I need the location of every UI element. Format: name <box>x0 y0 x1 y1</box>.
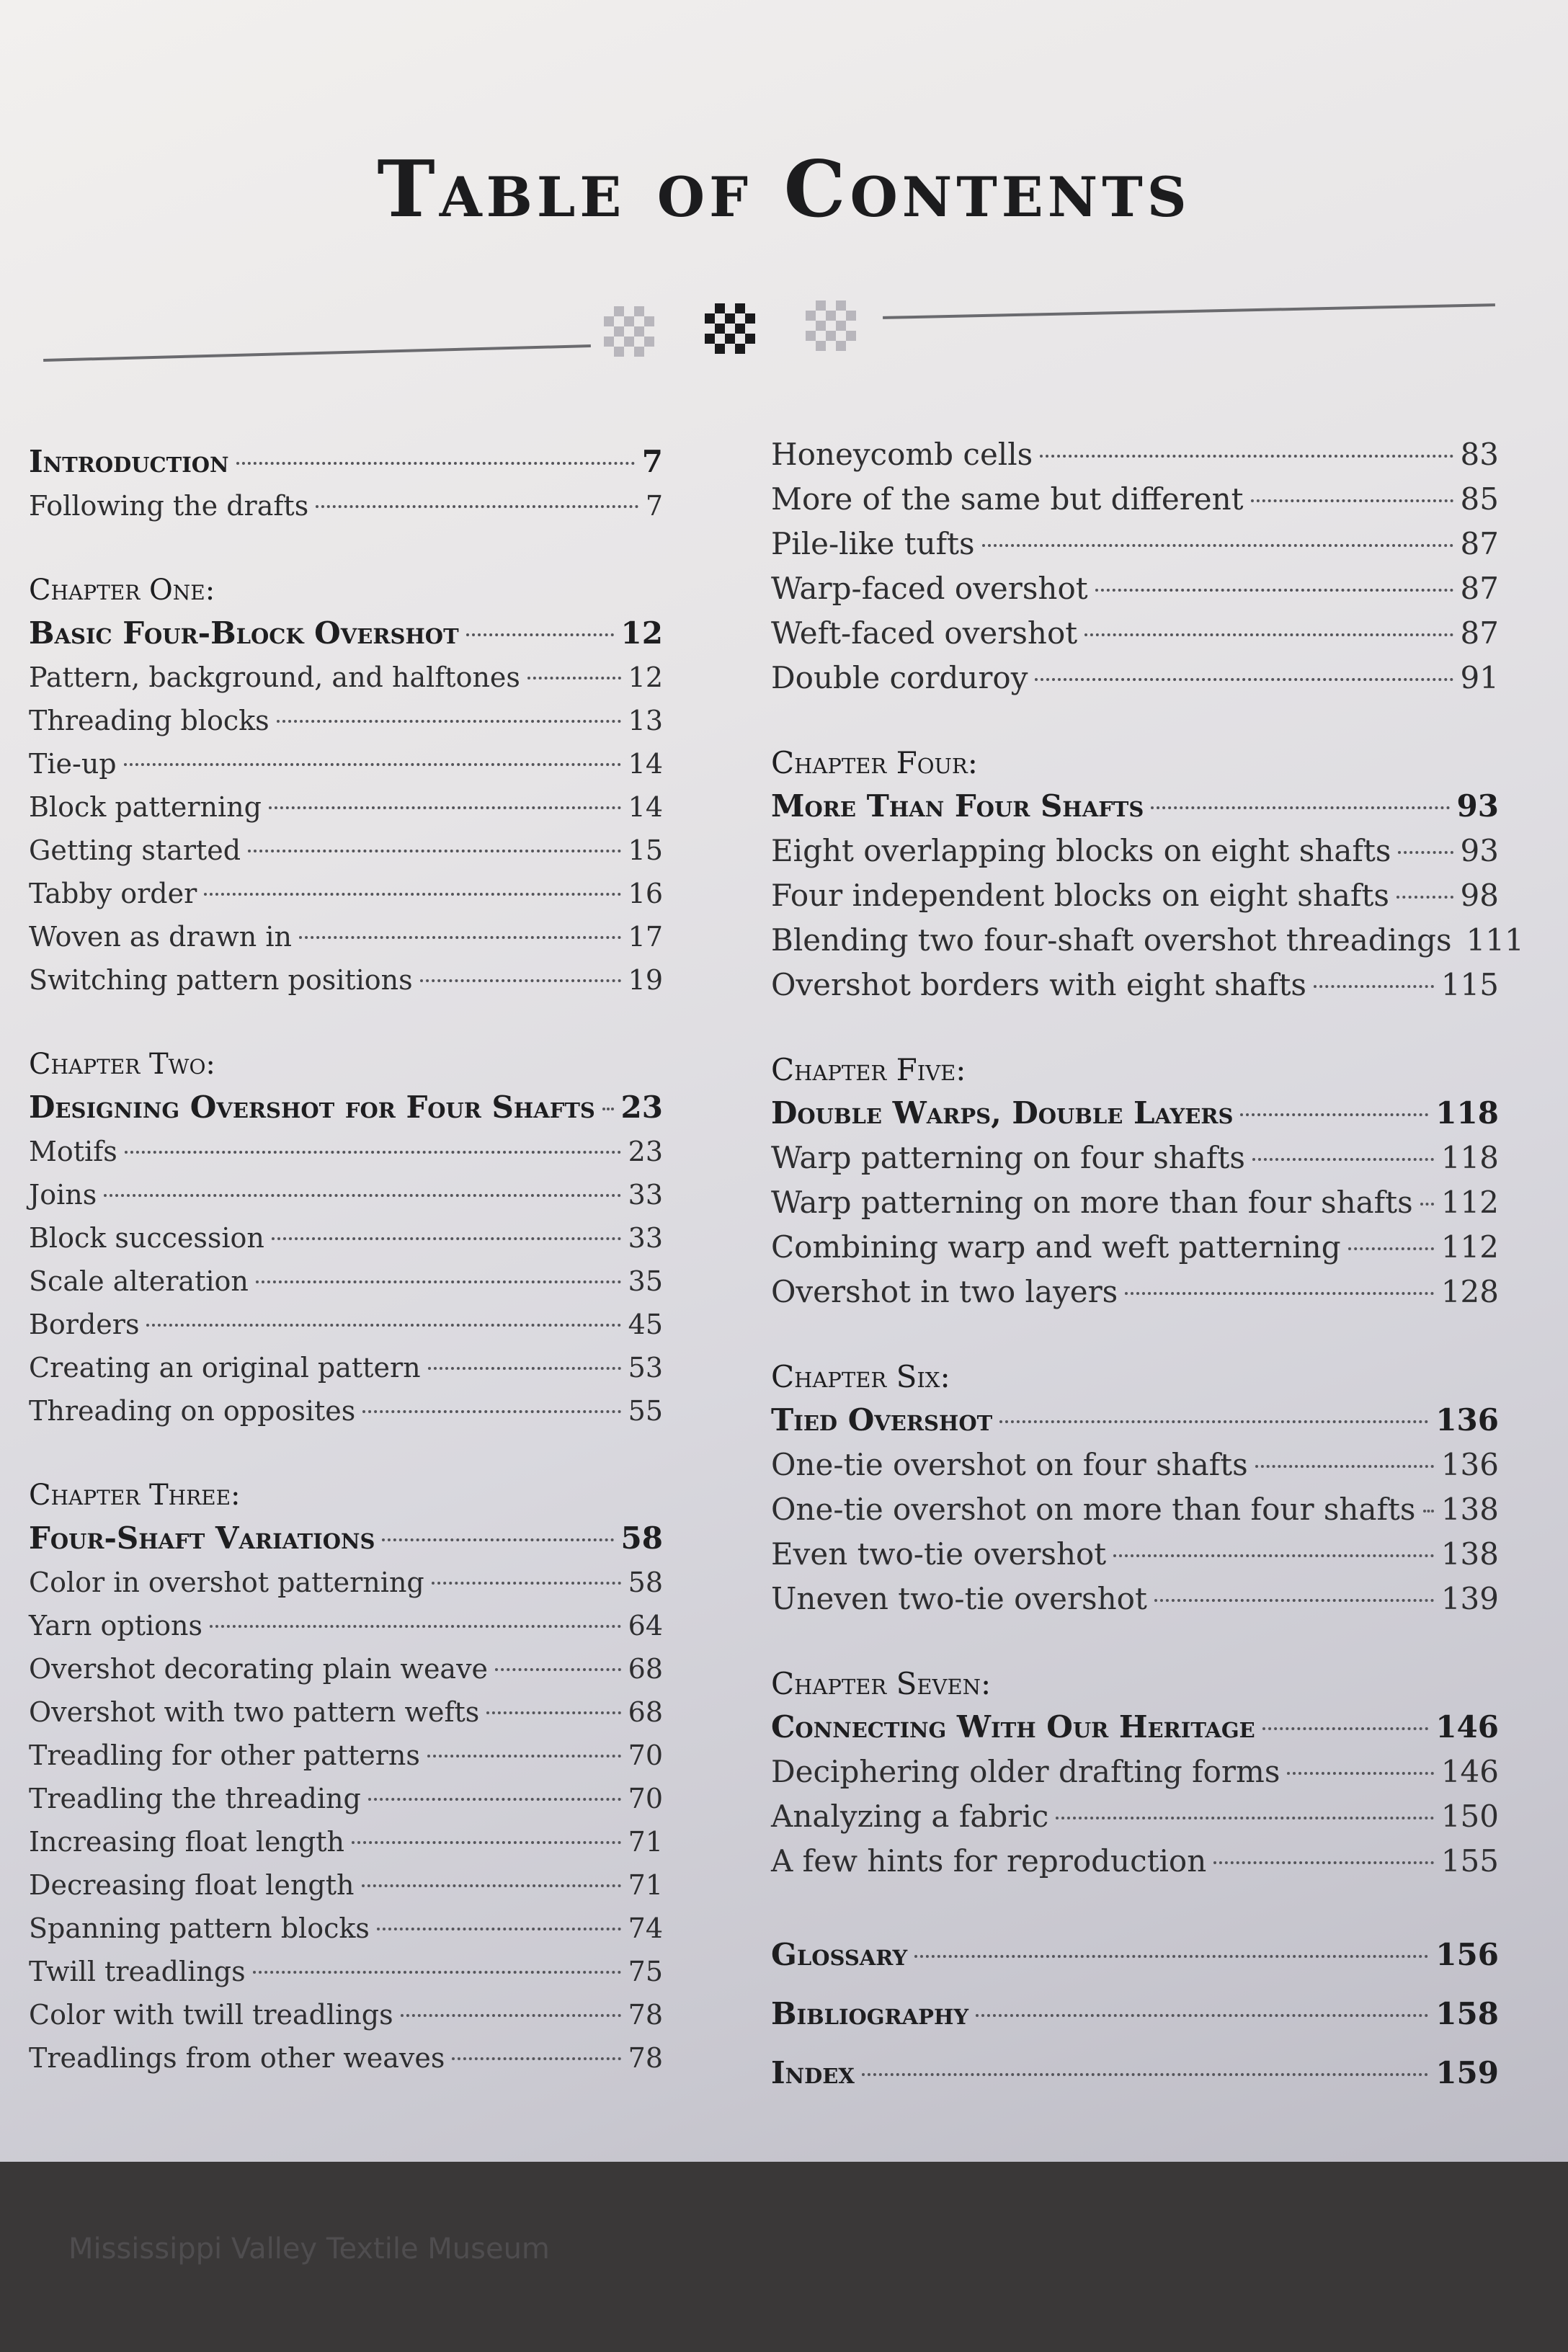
toc-entry-label: Warp-faced overshot <box>771 571 1088 606</box>
toc-entry[interactable] <box>771 1577 1499 1621</box>
dot-leader <box>486 1711 620 1714</box>
dot-leader <box>1151 806 1449 809</box>
toc-entry[interactable] <box>771 1794 1499 1839</box>
dot-leader <box>316 505 638 508</box>
toc-entry[interactable] <box>29 1993 663 2036</box>
dot-leader <box>1113 1554 1434 1557</box>
chapter-title-entry-label: More Than Four Shafts <box>771 788 1144 824</box>
dot-leader <box>999 1420 1428 1423</box>
dot-leader <box>236 462 635 465</box>
toc-entry-page-number: 75 <box>628 1956 663 1987</box>
toc-entry-label: Pattern, background, and halftones <box>29 662 520 693</box>
toc-entry[interactable] <box>29 1734 663 1777</box>
section-heading-entry-label: Introduction <box>29 444 229 479</box>
toc-entry-page-number: 136 <box>1440 1447 1499 1482</box>
dot-leader <box>982 544 1453 547</box>
toc-entry-page-number: 85 <box>1460 481 1499 517</box>
dot-leader <box>248 850 621 852</box>
dot-leader <box>420 979 621 982</box>
toc-entry-label: More of the same but different <box>771 481 1244 517</box>
toc-entry-page-number: 55 <box>628 1395 663 1427</box>
dot-leader <box>253 1971 621 1974</box>
chapter-title-entry[interactable] <box>771 784 1499 829</box>
toc-entry-page-number: 13 <box>628 705 663 736</box>
toc-entry[interactable] <box>29 1216 663 1260</box>
toc-entry-label: One-tie overshot on four shafts <box>771 1447 1248 1482</box>
dot-leader <box>1396 896 1453 899</box>
toc-section <box>771 1049 1499 1314</box>
toc-entry-label: Spanning pattern blocks <box>29 1912 370 1944</box>
checkered-motif-dark-icon <box>705 303 755 354</box>
section-heading-entry[interactable] <box>771 1925 1499 1984</box>
toc-entry-page-number: 71 <box>628 1869 663 1901</box>
toc-entry[interactable] <box>29 1777 663 1820</box>
toc-entry-page-number: 87 <box>1460 615 1499 651</box>
toc-entry-page-number: 78 <box>628 2042 663 2074</box>
toc-entry[interactable] <box>771 1270 1499 1314</box>
toc-entry[interactable] <box>29 2036 663 2080</box>
chapter-title-entry[interactable] <box>29 1085 663 1130</box>
toc-entry[interactable] <box>771 656 1499 700</box>
dot-leader <box>382 1538 613 1541</box>
dot-leader <box>362 1410 620 1413</box>
dot-leader <box>602 1108 614 1110</box>
toc-entry[interactable] <box>771 566 1499 611</box>
toc-entry[interactable] <box>771 1839 1499 1884</box>
chapter-title-entry-page-number: 146 <box>1435 1709 1499 1745</box>
toc-entry-label: Overshot with two pattern wefts <box>29 1696 480 1728</box>
toc-section <box>29 1474 663 2080</box>
dot-leader <box>1348 1247 1434 1250</box>
toc-entry-label: Deciphering older drafting forms <box>771 1754 1280 1789</box>
toc-entry-page-number: 138 <box>1440 1492 1499 1527</box>
dot-leader <box>1262 1727 1429 1730</box>
dot-leader <box>277 720 621 723</box>
toc-entry[interactable] <box>29 872 663 915</box>
dot-leader <box>1240 1113 1428 1116</box>
toc-entry-page-number: 98 <box>1460 878 1499 913</box>
toc-entry[interactable] <box>29 1303 663 1346</box>
checkered-motif-light-icon <box>806 300 856 351</box>
dot-leader <box>527 677 621 680</box>
chapter-title-entry[interactable] <box>29 1516 663 1561</box>
toc-entry[interactable] <box>29 742 663 785</box>
toc-entry[interactable] <box>29 1863 663 1907</box>
dot-leader <box>299 936 621 939</box>
toc-entry-page-number: 53 <box>628 1352 663 1384</box>
toc-entry-label: Getting started <box>29 834 241 866</box>
chapter-title-entry-page-number: 58 <box>620 1520 663 1556</box>
toc-entry-label: Overshot borders with eight shafts <box>771 967 1306 1002</box>
toc-entry[interactable] <box>29 1907 663 1950</box>
toc-entry-label: Honeycomb cells <box>771 437 1033 472</box>
section-heading-entry[interactable] <box>771 1984 1499 2044</box>
toc-entry[interactable] <box>771 1443 1499 1487</box>
toc-section <box>29 440 663 527</box>
toc-entry-label: Creating an original pattern <box>29 1352 421 1384</box>
toc-entry-label: Woven as drawn in <box>29 921 292 953</box>
page-title: Table of Contents <box>377 144 1191 235</box>
dot-leader <box>862 2073 1428 2076</box>
toc-entry-page-number: 70 <box>628 1740 663 1771</box>
toc-entry[interactable] <box>29 1950 663 1993</box>
toc-entry-label: Analyzing a fabric <box>771 1799 1049 1834</box>
toc-entry-page-number: 112 <box>1440 1185 1499 1220</box>
dot-leader <box>204 893 620 896</box>
dot-leader <box>1213 1861 1434 1864</box>
toc-entry[interactable] <box>771 918 1524 963</box>
toc-entry-label: Block succession <box>29 1222 264 1254</box>
section-heading-entry-page-number: 156 <box>1435 1937 1499 1972</box>
toc-entry-page-number: 70 <box>628 1783 663 1814</box>
dot-leader <box>125 1151 621 1154</box>
chapter-title-entry[interactable] <box>771 1398 1499 1443</box>
toc-entry-label: A few hints for reproduction <box>771 1843 1207 1879</box>
dot-leader <box>352 1841 621 1844</box>
dot-leader <box>210 1625 621 1628</box>
toc-entry-page-number: 23 <box>628 1136 663 1167</box>
toc-entry[interactable] <box>29 1346 663 1389</box>
toc-entry-page-number: 68 <box>628 1696 663 1728</box>
chapter-title-entry-label: Connecting With Our Heritage <box>771 1709 1255 1745</box>
checkered-motif-light-icon <box>604 306 654 357</box>
dot-leader <box>1040 455 1453 458</box>
toc-entry[interactable] <box>29 1260 663 1303</box>
dot-leader <box>146 1324 620 1327</box>
toc-entry-page-number: 14 <box>628 748 663 780</box>
toc-entry-page-number: 150 <box>1440 1799 1499 1834</box>
dot-leader <box>1035 678 1453 681</box>
toc-section <box>771 1925 1499 2103</box>
toc-section <box>771 1356 1499 1621</box>
divider-rule-left <box>43 344 591 362</box>
toc-entry-label: Overshot in two layers <box>771 1274 1118 1309</box>
toc-entry-page-number: 14 <box>628 791 663 823</box>
chapter-title-entry-label: Basic Four-Block Overshot <box>29 615 459 651</box>
chapter-number-label: Chapter Two: <box>29 1048 215 1081</box>
toc-entry-label: Uneven two-tie overshot <box>771 1581 1147 1616</box>
toc-section <box>771 1663 1499 1884</box>
toc-entry[interactable] <box>29 785 663 829</box>
toc-entry-page-number: 139 <box>1440 1581 1499 1616</box>
toc-entry-label: Increasing float length <box>29 1826 345 1858</box>
section-heading-entry-label: Bibliography <box>771 1996 969 2031</box>
toc-entry-page-number: 68 <box>628 1653 663 1685</box>
toc-entry-label: Warp patterning on four shafts <box>771 1140 1245 1175</box>
toc-entry[interactable] <box>771 1136 1499 1180</box>
toc-entry-page-number: 78 <box>628 1999 663 2031</box>
toc-entry-page-number: 7 <box>645 490 663 522</box>
divider-rule-right <box>883 303 1495 319</box>
toc-entry[interactable] <box>771 611 1499 656</box>
dot-leader <box>1154 1599 1434 1602</box>
dot-leader <box>1056 1817 1434 1819</box>
toc-entry-label: Motifs <box>29 1136 117 1167</box>
toc-entry-page-number: 74 <box>628 1912 663 1944</box>
chapter-title-entry[interactable] <box>29 611 663 656</box>
toc-entry-page-number: 17 <box>628 921 663 953</box>
dot-leader <box>1255 1465 1434 1468</box>
toc-entry[interactable] <box>29 1173 663 1216</box>
chapter-title-entry-page-number: 12 <box>620 615 663 651</box>
dot-leader <box>104 1194 620 1197</box>
toc-entry-label: Weft-faced overshot <box>771 615 1078 651</box>
chapter-title-entry-page-number: 23 <box>620 1090 663 1125</box>
toc-entry-label: Even two-tie overshot <box>771 1536 1107 1572</box>
dot-leader <box>1084 633 1453 636</box>
toc-entry[interactable] <box>771 1487 1499 1532</box>
dot-leader <box>1251 499 1453 502</box>
dot-leader <box>495 1668 621 1671</box>
toc-entry-label: Threading blocks <box>29 705 270 736</box>
toc-entry-label: Joins <box>29 1179 97 1211</box>
toc-entry[interactable] <box>29 1820 663 1863</box>
toc-entry-label: One-tie overshot on more than four shafts <box>771 1492 1416 1527</box>
toc-entry[interactable] <box>29 1389 663 1433</box>
toc-entry-label: Threading on opposites <box>29 1395 356 1427</box>
section-heading-entry[interactable] <box>29 440 663 484</box>
dot-leader <box>452 2057 620 2060</box>
chapter-title-entry-label: Four-Shaft Variations <box>29 1520 375 1556</box>
chapter-title-entry-page-number: 136 <box>1435 1402 1499 1438</box>
toc-entry-label: Color in overshot patterning <box>29 1567 424 1598</box>
toc-entry-page-number: 58 <box>628 1567 663 1598</box>
toc-entry-label: Borders <box>29 1309 140 1340</box>
toc-entry-page-number: 33 <box>628 1179 663 1211</box>
dot-leader <box>368 1798 621 1801</box>
toc-column-right <box>771 432 1524 2144</box>
dot-leader <box>401 2014 621 2017</box>
toc-entry[interactable] <box>29 1604 663 1647</box>
toc-entry[interactable] <box>29 1690 663 1734</box>
toc-entry-label: Treadlings from other weaves <box>29 2042 445 2074</box>
toc-entry[interactable] <box>29 958 663 1002</box>
dot-leader <box>976 2014 1428 2017</box>
toc-entry-label: Color with twill treadlings <box>29 1999 393 2031</box>
chapter-title-entry-label: Designing Overshot for Four Shafts <box>29 1090 595 1125</box>
toc-entry[interactable] <box>29 699 663 742</box>
dot-leader <box>914 1955 1428 1958</box>
toc-entry[interactable] <box>29 656 663 699</box>
toc-entry[interactable] <box>771 963 1499 1007</box>
dot-leader <box>428 1367 621 1370</box>
toc-entry-page-number: 16 <box>628 878 663 909</box>
chapter-title-entry[interactable] <box>771 1705 1499 1750</box>
section-heading-entry-page-number: 158 <box>1435 1996 1499 2031</box>
chapter-number-label: Chapter Six: <box>771 1359 950 1394</box>
section-heading-entry-label: Index <box>771 2055 855 2090</box>
toc-entry[interactable] <box>29 915 663 958</box>
dot-leader <box>256 1280 621 1283</box>
toc-entry-page-number: 91 <box>1460 660 1499 695</box>
toc-entry-label: Decreasing float length <box>29 1869 355 1901</box>
toc-entry[interactable] <box>771 432 1499 477</box>
dot-leader <box>1252 1158 1434 1161</box>
toc-entry-label: Switching pattern positions <box>29 964 413 996</box>
toc-entry[interactable] <box>771 1225 1499 1270</box>
toc-section <box>29 1043 663 1433</box>
toc-entry-label: Twill treadlings <box>29 1956 246 1987</box>
toc-entry-label: Scale alteration <box>29 1265 249 1297</box>
toc-entry-label: Following the drafts <box>29 490 309 522</box>
toc-column-left <box>29 440 663 2121</box>
toc-entry[interactable] <box>29 829 663 872</box>
toc-entry-page-number: 146 <box>1440 1754 1499 1789</box>
toc-entry-label: Double corduroy <box>771 660 1028 695</box>
toc-entry-label: Overshot decorating plain weave <box>29 1653 489 1685</box>
toc-entry-label: Warp patterning on more than four shafts <box>771 1185 1413 1220</box>
toc-entry-page-number: 118 <box>1440 1140 1499 1175</box>
toc-entry-page-number: 138 <box>1440 1536 1499 1572</box>
chapter-title-entry-page-number: 118 <box>1435 1095 1499 1131</box>
chapter-number-label: Chapter One: <box>29 574 215 607</box>
dot-leader <box>1095 589 1453 592</box>
toc-entry-page-number: 112 <box>1440 1229 1499 1265</box>
toc-entry[interactable] <box>771 1750 1499 1794</box>
toc-entry-label: Combining warp and weft patterning <box>771 1229 1341 1265</box>
toc-entry-label: Eight overlapping blocks on eight shafts <box>771 833 1391 868</box>
section-heading-entry-page-number: 7 <box>641 444 663 479</box>
toc-entry[interactable] <box>29 484 663 527</box>
dot-leader <box>124 763 621 766</box>
toc-entry-page-number: 15 <box>628 834 663 866</box>
dot-leader <box>1287 1772 1433 1775</box>
dot-leader <box>466 633 614 636</box>
ornament-checkered-motifs <box>598 299 872 364</box>
toc-entry-page-number: 45 <box>628 1309 663 1340</box>
section-heading-entry-label: Glossary <box>771 1937 908 1972</box>
toc-entry-label: Block patterning <box>29 791 262 823</box>
toc-entry[interactable] <box>771 477 1499 522</box>
dot-leader <box>269 806 621 809</box>
toc-entry-page-number: 33 <box>628 1222 663 1254</box>
chapter-number-label: Chapter Seven: <box>771 1666 992 1701</box>
toc-entry-label: Tabby order <box>29 878 197 909</box>
toc-entry-page-number: 19 <box>628 964 663 996</box>
dot-leader <box>272 1237 621 1240</box>
toc-section <box>771 432 1499 700</box>
toc-entry-label: Four independent blocks on eight shafts <box>771 878 1389 913</box>
toc-entry[interactable] <box>771 873 1499 918</box>
chapter-title-entry-page-number: 93 <box>1456 788 1499 824</box>
dot-leader <box>1314 985 1434 988</box>
dot-leader <box>1423 1510 1434 1513</box>
chapter-title-entry-label: Double Warps, Double Layers <box>771 1095 1234 1131</box>
toc-entry-label: Blending two four-shaft overshot threadings <box>771 922 1452 958</box>
dot-leader <box>427 1755 621 1758</box>
toc-section <box>29 569 663 1002</box>
toc-entry-page-number: 115 <box>1440 967 1499 1002</box>
section-heading-entry[interactable] <box>771 2044 1499 2103</box>
toc-entry-page-number: 128 <box>1440 1274 1499 1309</box>
dot-leader <box>1125 1292 1434 1295</box>
toc-entry-page-number: 87 <box>1460 571 1499 606</box>
toc-entry-label: Treadling the threading <box>29 1783 361 1814</box>
toc-entry-page-number: 64 <box>628 1610 663 1642</box>
chapter-number-label: Chapter Five: <box>771 1052 966 1087</box>
toc-entry[interactable] <box>771 522 1499 566</box>
toc-entry-page-number: 71 <box>628 1826 663 1858</box>
toc-entry-page-number: 93 <box>1460 833 1499 868</box>
toc-section <box>771 742 1524 1007</box>
chapter-number-label: Chapter Three: <box>29 1479 241 1512</box>
dot-leader <box>1398 851 1453 854</box>
toc-entry-page-number: 12 <box>628 662 663 693</box>
toc-entry-page-number: 83 <box>1460 437 1499 472</box>
toc-entry[interactable] <box>29 1561 663 1604</box>
watermark-text: Mississippi Valley Textile Museum <box>68 2232 550 2266</box>
toc-entry-label: Treadling for other patterns <box>29 1740 420 1771</box>
toc-entry-page-number: 87 <box>1460 526 1499 561</box>
toc-entry-page-number: 111 <box>1466 922 1524 958</box>
chapter-title-entry[interactable] <box>771 1091 1499 1136</box>
toc-entry[interactable] <box>771 829 1499 873</box>
toc-entry-label: Pile-like tufts <box>771 526 975 561</box>
toc-entry-label: Yarn options <box>29 1610 202 1642</box>
chapter-title-entry-label: Tied Overshot <box>771 1402 993 1438</box>
toc-entry-page-number: 155 <box>1440 1843 1499 1879</box>
section-heading-entry-page-number: 159 <box>1435 2055 1499 2090</box>
dot-leader <box>377 1928 621 1930</box>
toc-entry[interactable] <box>771 1180 1499 1225</box>
dot-leader <box>362 1884 621 1887</box>
toc-entry[interactable] <box>29 1647 663 1690</box>
toc-entry-label: Tie-up <box>29 748 117 780</box>
toc-entry-page-number: 35 <box>628 1265 663 1297</box>
toc-entry[interactable] <box>771 1532 1499 1577</box>
toc-entry[interactable] <box>29 1130 663 1173</box>
chapter-number-label: Chapter Four: <box>771 745 978 780</box>
dot-leader <box>432 1582 621 1585</box>
dot-leader <box>1420 1203 1434 1206</box>
